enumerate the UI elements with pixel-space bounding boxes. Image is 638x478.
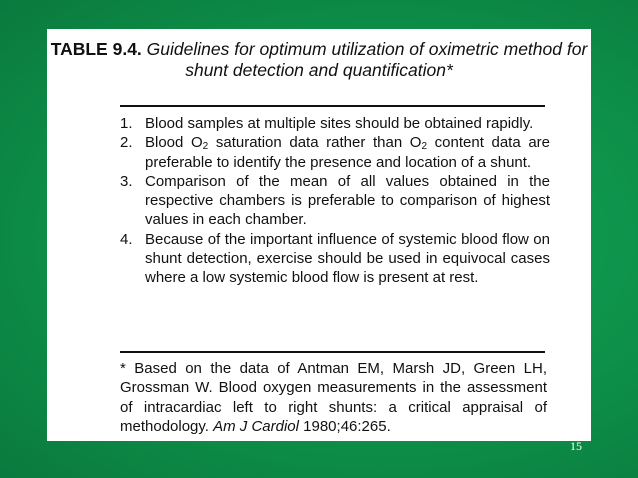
slide-page-number: 15 (570, 439, 582, 453)
item-text (145, 133, 550, 172)
table-label: TABLE 9.4. (50, 39, 142, 59)
table-title (47, 39, 591, 81)
footnote-rule (120, 351, 545, 353)
footnote-journal: Am J Cardiol (213, 417, 299, 435)
list-item (120, 114, 550, 133)
footnote (120, 359, 547, 436)
item-number: 1. (120, 115, 133, 132)
item-text: Comparison of the mean of all values obtained in the respective chambers is preferable to comparison of highest values in each chamber. (145, 172, 550, 229)
item-text: Blood samples at multiple sites should be obtained rapidly. (145, 115, 534, 132)
list-item (120, 172, 550, 230)
item-text-part: content data are preferable to identify the presence and location of a shunt. (145, 134, 551, 171)
item-number: 4. (120, 230, 133, 248)
item-number: 2. (120, 134, 133, 152)
subscript: 2 (202, 141, 209, 153)
footnote-text: * Based on the data of Antman EM, Marsh JD, Green LH, Grossman W. Blood oxygen measurements in the assessment of intracardiac left to right shunts: a critical appraisal of methodology. (120, 360, 547, 435)
slide-content-panel (47, 29, 591, 441)
list-item (120, 230, 550, 288)
footnote-citation: 1980;46:265. (303, 417, 391, 435)
item-text: Because of the important influence of systemic blood flow on shunt detection, exercise should be used in equivocal cases where a low systemic blood flow is present at rest. (145, 230, 550, 287)
table-caption: Guidelines for optimum utilization of oximetric method for shunt detection and quantification* (146, 39, 588, 80)
item-number: 3. (120, 172, 133, 190)
item-text-part: saturation data rather than O (208, 134, 422, 152)
guidelines-list (120, 114, 550, 288)
item-text-part: Blood O (145, 134, 203, 152)
subscript: 2 (421, 141, 428, 153)
list-item (120, 133, 550, 172)
top-rule (120, 105, 545, 107)
